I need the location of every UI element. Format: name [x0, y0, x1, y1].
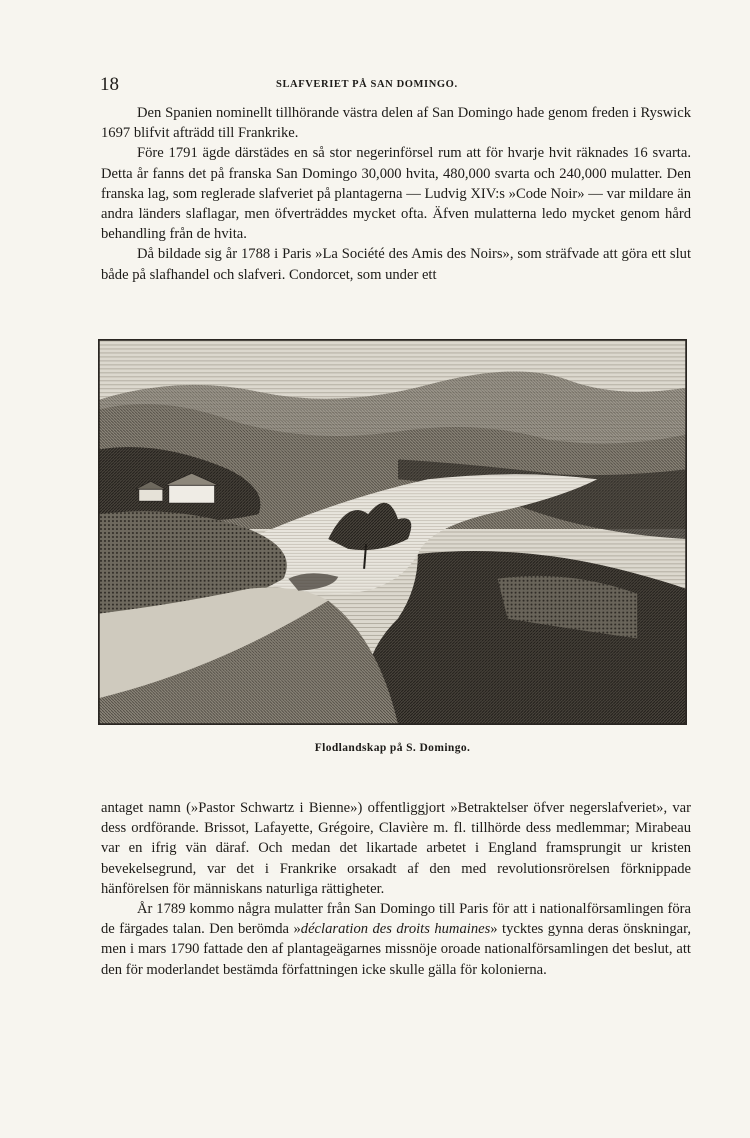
running-title: SLAFVERIET PÅ SAN DOMINGO. — [276, 79, 458, 90]
page-header — [100, 74, 692, 96]
paragraph-mulatter-text-end: » tycktes gynna deras önskningar, men i mars 1790 fattade den af plantageägarnes missnöje oroade nationalförsamlingen det beslut, att den för moderlandet bestämda författningen icke skulle gälla för kolonierna. — [101, 921, 692, 978]
declaration-title: déclaration des droits humaines — [300, 921, 491, 938]
page-number: 18 — [100, 74, 119, 95]
river-landscape-illustration — [99, 340, 686, 724]
paragraph-ryswick: Den Spanien nominellt tillhörande västra delen af San Domingo hade genom freden i Ryswick 1697 blifvit afträdd till Frankrike. — [101, 105, 691, 142]
text-block-top — [101, 103, 691, 285]
paragraph-mulatter-text-start: År 1789 kommo några mulatter från San Domingo till Paris för att i nationalförsamlingen föra de färgades talan. Den berömda » — [101, 901, 691, 938]
text-block-bottom — [101, 798, 691, 980]
paragraph-societe: Då bildade sig år 1788 i Paris »La Société des Amis des Noirs», som sträfvade att göra ett slut både på slafhandel och slafveri. Condorcet, som under ett — [101, 246, 691, 283]
engraving-river-landscape — [98, 339, 687, 725]
figure-caption: Flodlandskap på S. Domingo. — [314, 742, 471, 754]
paragraph-population: Före 1791 ägde därstädes en så stor negerinförsel rum att för hvarje hvit räknades 16 svarta. Detta år fanns det på franska San Domingo 30,000 hvita, 480,000 svarta och 240,000 mulatter. Den franska lag, som reglerade slafveriet på plantagerna — Ludvig XIV:s »Code Noir» — var mildare än andra länders slaflagar, men öfverträddes mycket ofta. Äfven mulatterna ledo mycket genom hård behandling från de hvita. — [101, 145, 691, 243]
paragraph-mulatter-1789 — [101, 899, 691, 980]
paragraph-society-members: antaget namn (»Pastor Schwartz i Bienne») offentliggjort »Betraktelser öfver negerslafveriet», var dess ordförande. Brissot, Lafayette, Grégoire, Clavière m. fl. tillhörde dess medlemmar; Mirabeau var en ifrig vän däraf. Och medan det likartade arbetet i England framsprungit ur kristen bevekelsegrund, var det i Frankrike orsakadt af den med revolutionsrörelsen förknippade hänförelsen för människans naturliga rättigheter. — [101, 800, 691, 897]
